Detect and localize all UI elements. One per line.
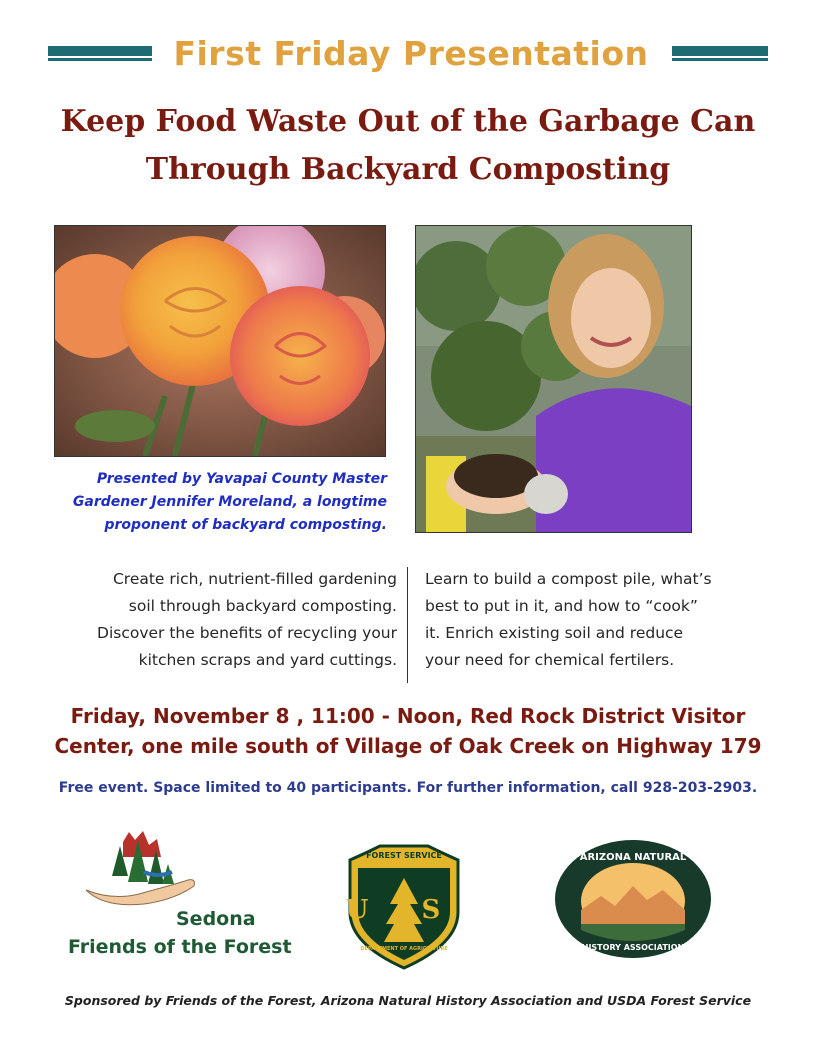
header-rule-left <box>48 46 152 62</box>
usfs-letters: U S <box>345 895 463 925</box>
event-title-line-1: Keep Food Waste Out of the Garbage Can <box>60 104 756 139</box>
usda-forest-service-shield-logo <box>344 838 464 970</box>
caption-line: Presented by Yavapai County Master <box>96 471 387 487</box>
header-rule-right <box>672 46 768 62</box>
anha-bottom-text: HISTORY ASSOCIATION <box>581 943 685 952</box>
friends-logo-text-2: Friends of the Forest <box>68 936 292 958</box>
friends-logo-text-1: Sedona <box>176 908 256 930</box>
registration-note: Free event. Space limited to 40 participants. For further information, call 928-203-2903. <box>58 780 758 796</box>
description-line: best to put in it, and how to “cook” <box>425 597 698 615</box>
event-when-where-line-2: Center, one mile south of Village of Oak Creek on Highway 179 <box>54 734 762 758</box>
description-line: Create rich, nutrient-filled gardening <box>112 570 397 588</box>
anha-top-text: ARIZONA NATURAL <box>579 852 687 863</box>
description-line: it. Enrich existing soil and reduce <box>425 624 684 642</box>
presenter-caption <box>54 468 387 537</box>
description-right <box>425 566 765 674</box>
description-line: Learn to build a compost pile, what’s <box>425 570 712 588</box>
column-divider <box>407 567 408 683</box>
description-line: kitchen scraps and yard cuttings. <box>138 651 397 669</box>
header-title: First Friday Presentation <box>173 34 649 73</box>
description-line: soil through backyard composting. <box>128 597 397 615</box>
sponsor-note: Sponsored by Friends of the Forest, Arizona Natural History Association and USDA Forest Service <box>64 993 752 1008</box>
presenter-photo <box>415 225 692 533</box>
caption-line: proponent of backyard composting. <box>104 517 387 533</box>
usfs-top-text: FOREST SERVICE <box>366 851 442 860</box>
arizona-natural-history-association-logo <box>553 838 713 960</box>
roses-photo <box>54 225 386 457</box>
event-title-line-2: Through Backyard Composting <box>145 152 671 187</box>
event-when-where-line-1: Friday, November 8 , 11:00 - Noon, Red Rock District Visitor <box>70 704 746 728</box>
usfs-bottom-text: DEPARTMENT OF AGRICULTURE <box>360 946 448 952</box>
description-left <box>40 566 397 674</box>
caption-line: Gardener Jennifer Moreland, a longtime <box>72 494 387 510</box>
description-line: Discover the benefits of recycling your <box>97 624 397 642</box>
description-line: your need for chemical fertilers. <box>425 651 675 669</box>
